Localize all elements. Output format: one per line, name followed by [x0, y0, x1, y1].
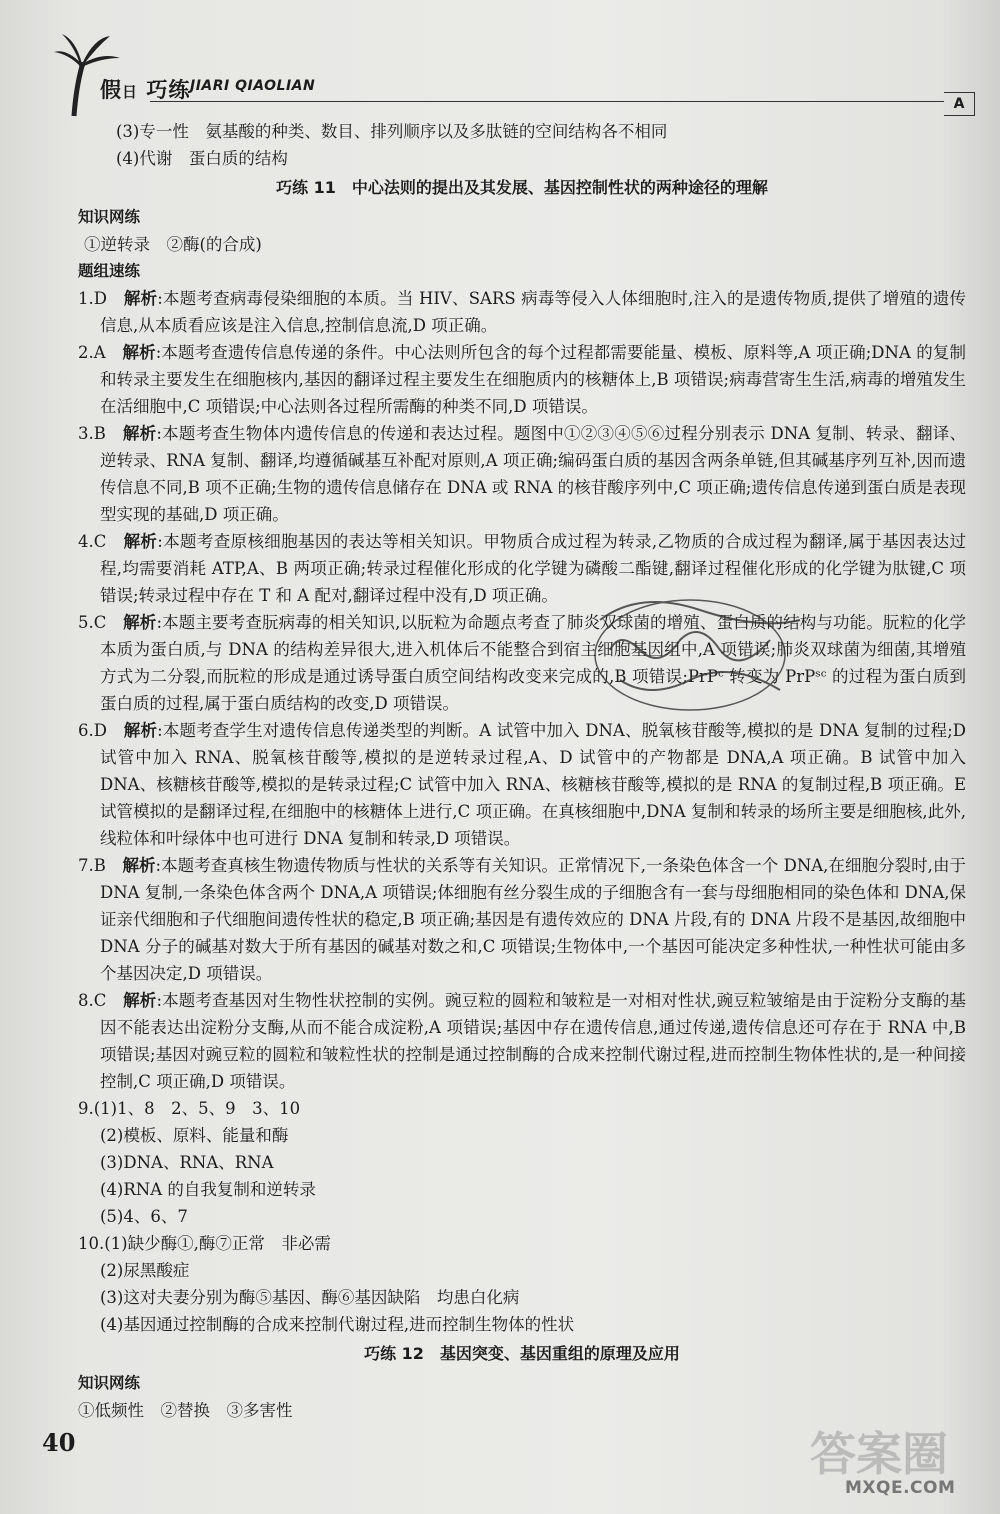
handwriting-scribble	[580, 580, 820, 730]
section-12-title: 巧练 12 基因突变、基因重组的原理及应用	[364, 1344, 680, 1363]
brand-pinyin: JIARI QIAOLIAN	[190, 78, 316, 94]
q10-line: (2)尿黑酸症	[100, 1261, 190, 1280]
page-number: 40	[42, 1428, 76, 1457]
answer-item	[78, 987, 966, 1095]
q9-line: (4)RNA 的自我复制和逆转录	[100, 1180, 316, 1199]
answer-number: 7.B	[78, 856, 106, 875]
analysis-label: 解析	[122, 343, 156, 362]
practice-heading: 题组速练	[78, 262, 141, 280]
answer-number: 6.D	[78, 721, 107, 740]
q9-line: (5)4、6、7	[100, 1207, 188, 1226]
analysis-text: :本题考查学生对遗传信息传递类型的判断。A 试管中加入 DNA、脱氧核苷酸等,模拟的是 DNA 复制的过程;D 试管中加入 RNA、脱氧核苷酸等,模拟的是逆转录过程,A、D 试管中的产物都是 DNA,A 项正确。B 试管中加入 DNA、核糖核苷酸等,模拟的是转录过程;C 试管中加入 RNA、核糖核苷酸等,模拟的是 RNA 的复制过程,B 项正确。E 试管模拟的是翻译过程,在细胞中的核糖体上进行,C 项正确。在真核细胞中,DNA 复制和转录的场所主要是细胞核,此外,线粒体和叶绿体中也可进行 DNA 复制和转录,D 项错误。	[100, 721, 967, 848]
knowledge-heading: 知识网练	[78, 208, 141, 226]
answer-item	[78, 852, 966, 987]
answer-number: 5.C	[78, 613, 107, 632]
page-content	[78, 118, 966, 1424]
analysis-label: 解析	[122, 856, 156, 875]
analysis-label: 解析	[123, 721, 158, 740]
intro-line: (4)代谢 蛋白质的结构	[116, 149, 288, 168]
palm-tree-logo-icon	[52, 28, 122, 118]
knowledge-text: ①低频性 ②替换 ③多害性	[78, 1401, 293, 1420]
analysis-text: :本题考查病毒侵染细胞的本质。当 HIV、SARS 病毒等侵入人体细胞时,注入的是遗传物质,提供了增殖的遗传信息,从本质看应该是注入信息,控制信息流,D 项正确。	[100, 289, 967, 335]
answer-number: 4.C	[78, 532, 107, 551]
intro-line: (3)专一性 氨基酸的种类、数目、排列顺序以及多肽链的空间结构各不相同	[116, 122, 668, 141]
edition-tab: A	[944, 92, 975, 116]
answer-number: 8.C	[78, 991, 107, 1010]
watermark-glyphs: 答案圈	[810, 1427, 948, 1481]
q10-lead: 10.(1)缺少酶①,酶⑦正常 非必需	[78, 1234, 331, 1253]
analysis-label: 解析	[123, 289, 158, 308]
brand-qiaolian: 巧练	[146, 77, 191, 102]
section-11-title: 巧练 11 中心法则的提出及其发展、基因控制性状的两种途径的理解	[276, 178, 768, 197]
analysis-text: :本题考查原核细胞基因的表达等相关知识。甲物质合成过程为转录,乙物质的合成过程为翻译,属于基因表达过程,均需要消耗 ATP,A、B 两项正确;转录过程催化形成的化学键为磷酸二酯键,翻译过程催化形成的化学键为肽键,C 项错误;转录过程中存在 T 和 A 配对,翻译过程中没有,D 项正确。	[100, 532, 966, 605]
analysis-label: 解析	[123, 613, 157, 632]
brand-title	[100, 74, 190, 104]
brand-char-jia: 假	[100, 77, 122, 102]
knowledge-heading: 知识网练	[78, 1374, 141, 1392]
answer-item	[78, 528, 966, 609]
analysis-text: :本题主要考查朊病毒的相关知识,以朊粒为命题点考查了肺炎双球菌的增殖、蛋白质的结构与功能。朊粒的化学本质为蛋白质,与 DNA 的结构差异很大,进入机体后不能整合到宿主细胞基因组中,A 项错误;肺炎双球菌为细菌,其增殖方式为二分裂,而朊粒的形成是通过诱导蛋白质空间结构改变来完成的,B 项错误;PrPᶜ 转变为 PrPˢᶜ 的过程为蛋白质到蛋白质的过程,属于蛋白质结构的改变,D 项错误。	[100, 613, 967, 713]
analysis-label: 解析	[123, 991, 157, 1010]
answer-item	[78, 285, 966, 339]
watermark-text: MXQE.COM	[845, 1478, 956, 1498]
answer-item	[78, 717, 966, 852]
page-header	[0, 0, 1000, 118]
brand-char-ri: 日	[122, 83, 139, 101]
answer-number: 3.B	[78, 424, 106, 443]
analysis-text: :本题考查真核生物遗传物质与性状的关系等有关知识。正常情况下,一条染色体含一个 DNA,在细胞分裂时,由于 DNA 复制,一条染色体含两个 DNA,A 项错误;体细胞有丝分裂生成的子细胞含有一套与母细胞相同的染色体和 DNA,保证亲代细胞和子代细胞间遗传性状的稳定,B 项正确;基因是有遗传效应的 DNA 片段,有的 DNA 片段不是基因,故细胞中 DNA 分子的碱基对数大于所有基因的碱基对数之和,C 项错误;生物体中,一个基因可能决定多种性状,一种性状可能由多个基因决定,D 项错误。	[100, 856, 967, 983]
knowledge-text: ①逆转录 ②酶(的合成)	[84, 235, 262, 254]
analysis-text: :本题考查生物体内遗传信息的传递和表达过程。题图中①②③④⑤⑥过程分别表示 DNA 复制、转录、翻译、逆转录、RNA 复制、翻译,均遵循碱基互补配对原则,A 项正确;编码蛋白质的基因含两条单链,但其碱基序列互补,因而遗传信息不同,B 项不正确;生物的遗传信息储存在 DNA 或 RNA 的核苷酸序列中,C 项正确;遗传信息传递到蛋白质是表现型实现的基础,D 项正确。	[100, 424, 967, 524]
q9-line: (2)模板、原料、能量和酶	[100, 1126, 289, 1145]
analysis-text: :本题考查遗传信息传递的条件。中心法则所包含的每个过程都需要能量、模板、原料等,A 项正确;DNA 的复制和转录主要发生在细胞核内,基因的翻译过程主要发生在细胞质内的核糖体上,B 项错误;病毒营寄生生活,病毒的增殖发生在活细胞中,C 项错误;中心法则各过程所需酶的种类不同,D 项错误。	[100, 343, 967, 416]
header-rule	[150, 101, 944, 102]
answer-item	[78, 420, 966, 528]
q10-line: (4)基因通过控制酶的合成来控制代谢过程,进而控制生物体的性状	[100, 1315, 575, 1334]
analysis-label: 解析	[123, 532, 158, 551]
answer-item	[78, 609, 966, 717]
q9-lead: 9.(1)1、8 2、5、9 3、10	[78, 1099, 301, 1118]
q10-line: (3)这对夫妻分别为酶⑤基因、酶⑥基因缺陷 均患白化病	[100, 1288, 520, 1307]
q9-line: (3)DNA、RNA、RNA	[100, 1153, 274, 1172]
answer-item	[78, 339, 966, 420]
analysis-text: :本题考查基因对生物性状控制的实例。豌豆粒的圆粒和皱粒是一对相对性状,豌豆粒皱缩是由于淀粉分支酶的基因不能表达出淀粉分支酶,从而不能合成淀粉,A 项错误;基因中存在遗传信息,通过传递,遗传信息还可存在于 RNA 中,B 项错误;基因对豌豆粒的圆粒和皱粒性状的控制是通过控制酶的合成来控制代谢过程,进而控制生物体性状的,是一种间接控制,C 项正确,D 项错误。	[100, 991, 967, 1091]
analysis-label: 解析	[122, 424, 157, 443]
answer-number: 2.A	[78, 343, 106, 362]
answer-number: 1.D	[78, 289, 107, 308]
